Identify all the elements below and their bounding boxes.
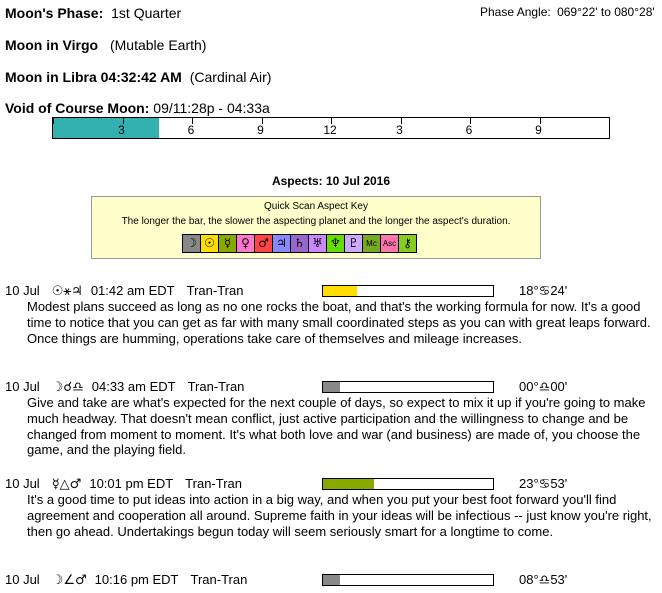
sun-icon: ☉ [200,234,219,253]
aspect-key-swatches [182,234,416,253]
aspect-kind: Tran-Tran [190,572,248,587]
uranus-icon: ♅ [308,234,327,253]
ascendant-icon: Asc [380,234,399,253]
aspect-degree [519,572,567,588]
aspect-glyphs-icon: ☉⚹♃ [51,284,83,299]
venus-icon: ♀ [236,234,255,253]
aspect-duration-bar [322,381,494,393]
aspect-duration-bar [322,574,494,586]
aspect-degree-value: 08° [519,572,539,587]
aspect-degree-value: 23° [519,476,539,491]
aspect-glyphs-icon: ☽☌♎ [51,380,84,395]
chiron-icon: ⚷ [398,234,417,253]
aspect-interpretation: Give and take are what's expected for the next couple of days, so expect to mix it up if you're going to make much headway. That doesn't mean conflict, just active participation and the willingness to change and be changed from moment to moment. It's what both love and war (and business) are made of, you choose the game, and the playing field. [27,395,646,458]
mars-icon: ♂ [254,234,273,253]
timeline-label: 12 [323,123,337,137]
moon-sign-virgo-label: Moon in Virgo [5,37,99,53]
aspect-row-header [5,572,247,588]
aspect-date: 10 Jul [5,572,40,587]
void-timeline [52,117,610,139]
aspect-time: 10:16 pm EDT [94,572,179,587]
aspect-degree [519,379,567,395]
aspect-degree-minutes: 24' [550,283,568,298]
phase-angle [480,5,655,19]
aspect-duration-bar [322,478,494,490]
moon-sign-virgo [5,37,206,53]
timeline-label: 6 [465,123,473,137]
aspect-degree [519,283,567,299]
moon-sign-virgo-detail: (Mutable Earth) [109,37,207,53]
aspect-key-description: The longer the bar, the slower the aspecting planet and the longer the aspect's duration. [121,216,511,227]
aspect-interpretation: It's a good time to put ideas into action in a big way, and when you put your best foot forward you'll find agreement and cooperation all around. Supreme faith in your ideas will be infectious -- just know you're right, then go ahead. Undertakings begun today will seem seriously smart for a longtime to come. [27,492,652,539]
moon-icon: ☽ [182,234,201,253]
midheaven-icon: Mc [362,234,381,253]
aspect-degree-minutes: 53' [550,476,568,491]
aspect-duration-bar [322,285,494,297]
moon-sign-libra-detail: (Cardinal Air) [189,69,272,85]
timeline-label: 6 [187,123,195,137]
timeline-label: 9 [535,123,542,137]
void-of-course-value: 09/11:28p - 04:33a [153,100,270,116]
aspect-degree [519,476,567,492]
timeline-label: 3 [118,123,125,137]
aspects-title: Aspects: 10 Jul 2016 [271,174,391,188]
aspect-time: 01:42 am EDT [90,283,175,298]
aspect-date: 10 Jul [5,379,40,394]
timeline-tick [609,118,610,124]
aspect-time: 04:33 am EDT [91,379,176,394]
moon-sign-libra-label: Moon in Libra 04:32:42 AM [5,69,182,85]
aspect-kind: Tran-Tran [185,476,242,491]
aspect-degree-value: 18° [519,283,539,298]
moon-phase-value: 1st Quarter [111,5,182,21]
timeline-label: 3 [396,123,403,137]
void-period-bar [53,118,159,138]
aspect-key [91,196,541,259]
aspect-glyphs-icon: ☿△♂ [51,477,82,492]
aspect-key-title: Quick Scan Aspect Key [264,201,368,212]
void-of-course [5,100,270,116]
aspect-duration-fill [323,575,340,585]
aspect-time: 10:01 pm EDT [89,476,174,491]
timeline-label: 9 [257,123,264,137]
timeline-tick [53,118,54,124]
aspect-row-header [5,283,243,299]
phase-angle-label: Phase Angle: [480,5,551,19]
moon-phase-label: Moon's Phase: [5,5,104,21]
aspect-degree-minutes: 00' [550,379,568,394]
pluto-icon: ♇ [344,234,363,253]
aspect-date: 10 Jul [5,476,40,491]
aspect-interpretation: Modest plans succeed as long as no one rocks the boat, and that's the working formula for now. It's a good time to notice that you can get as far with many small coordinated steps as you can with great leaps forward. Once things are humming, operations take care of themselves and mileage increases. [27,299,651,346]
zodiac-sign-icon: ♎ [538,380,551,395]
moon-phase [5,5,181,21]
zodiac-sign-icon: ♋ [538,284,551,299]
aspect-kind: Tran-Tran [187,379,245,394]
aspect-row-header [5,379,244,395]
zodiac-sign-icon: ♋ [538,477,551,492]
aspect-duration-fill [323,382,340,392]
aspect-date: 10 Jul [5,283,40,298]
saturn-icon: ♄ [290,234,309,253]
aspect-degree-minutes: 53' [550,572,568,587]
mercury-icon: ☿ [218,234,237,253]
aspect-duration-fill [323,479,374,489]
aspect-degree-value: 00° [519,379,539,394]
phase-angle-value: 069°22' to 080°28' [557,5,655,19]
zodiac-sign-icon: ♎ [538,573,551,588]
moon-sign-libra [5,69,271,85]
neptune-icon: ♆ [326,234,345,253]
aspect-glyphs-icon: ☽∠♂ [51,573,87,588]
aspect-kind: Tran-Tran [186,283,244,298]
void-of-course-label: Void of Course Moon: [5,100,150,116]
aspect-duration-fill [323,286,357,296]
aspect-row-header [5,476,242,492]
jupiter-icon: ♃ [272,234,291,253]
